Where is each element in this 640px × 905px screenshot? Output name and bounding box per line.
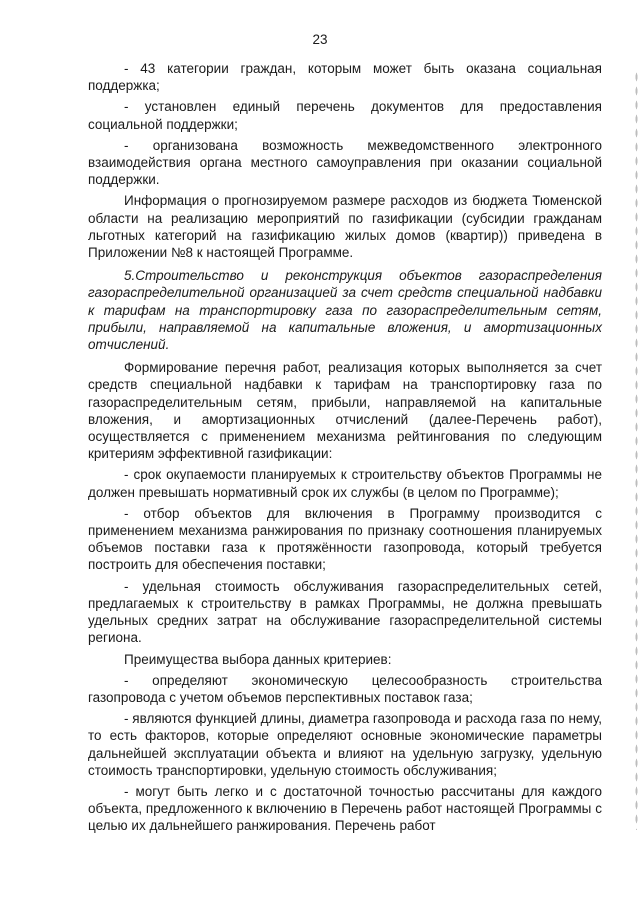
- paragraph-budget-info: Информация о прогнозируемом размере расходов из бюджета Тюменской области на реализацию мероприятий по газификации (субсидии гражданам льготных категорий на газификацию жилых домов (квартир)) приведена в Приложении №8 к настоящей Программе.: [88, 193, 602, 261]
- paragraph-works-list: Формирование перечня работ, реализация которых выполняется за счет средств специальной надбавки к тарифам на транспортировку газа по газораспределительным сетям, прибыли, направляемой на капитальные вложения, и амортизационных отчислений (далее-Перечень работ), осуществляется с применением механизма рейтингования по следующим критериям эффективной газификации:: [88, 360, 602, 462]
- paragraph-criterion-selection: - отбор объектов для включения в Программу производится с применением механизма ранжирования по признаку соотношения планируемых объемов поставки газа к протяжённости газопровода, который требуется построить для обеспечения поставки;: [88, 505, 602, 573]
- paragraph-bullet-interaction: - организована возможность межведомственного электронного взаимодействия органа местного самоуправления при оказании социальной поддержки.: [88, 137, 602, 188]
- paragraph-advantages-intro: Преимущества выбора данных критериев:: [124, 651, 392, 667]
- paragraph-advantage-calculation: - могут быть легко и с достаточной точностью рассчитаны для каждого объекта, предложенного к включению в Перечень работ настоящей Программы с целью их дальнейшего ранжирования. Перечень работ: [88, 783, 602, 834]
- paragraph-bullet-categories: - 43 категории граждан, которым может быть оказана социальная поддержка;: [88, 61, 602, 94]
- paragraph-advantage-function: - являются функцией длины, диаметра газопровода и расхода газа по нему, то есть факторов, которые определяют основные экономические параметры дальнейшей эксплуатации объекта и влияют на удельную загрузку, удельную стоимость транспортировки, удельную стоимость обслуживания;: [88, 711, 602, 778]
- paragraph-advantage-feasibility: - определяют экономическую целесообразность строительства газопровода с учетом объемов перспективных поставок газа;: [88, 672, 602, 705]
- page-number: 23: [312, 32, 328, 47]
- page-body: [88, 60, 602, 839]
- scan-edge-marks: [635, 70, 638, 830]
- section-heading-5: 5.Строительство и реконструкция объектов газораспределения газораспределительной организацией за счет средств специальной надбавки к тарифам на транспортировку газа по газораспределительным сетям, прибыли, направляемой на капитальные вложения, и амортизационных отчислений.: [88, 268, 602, 353]
- paragraph-bullet-documents: - установлен единый перечень документов для предоставления социальной поддержки;: [88, 99, 602, 132]
- paragraph-criterion-payback: - срок окупаемости планируемых к строительству объектов Программы не должен превышать нормативный срок их службы (в целом по Программе);: [88, 467, 602, 500]
- paragraph-criterion-cost: - удельная стоимость обслуживания газораспределительных сетей, предлагаемых к строительству в рамках Программы, не должна превышать удельных средних затрат на обслуживание газораспределительной системы региона.: [88, 578, 602, 646]
